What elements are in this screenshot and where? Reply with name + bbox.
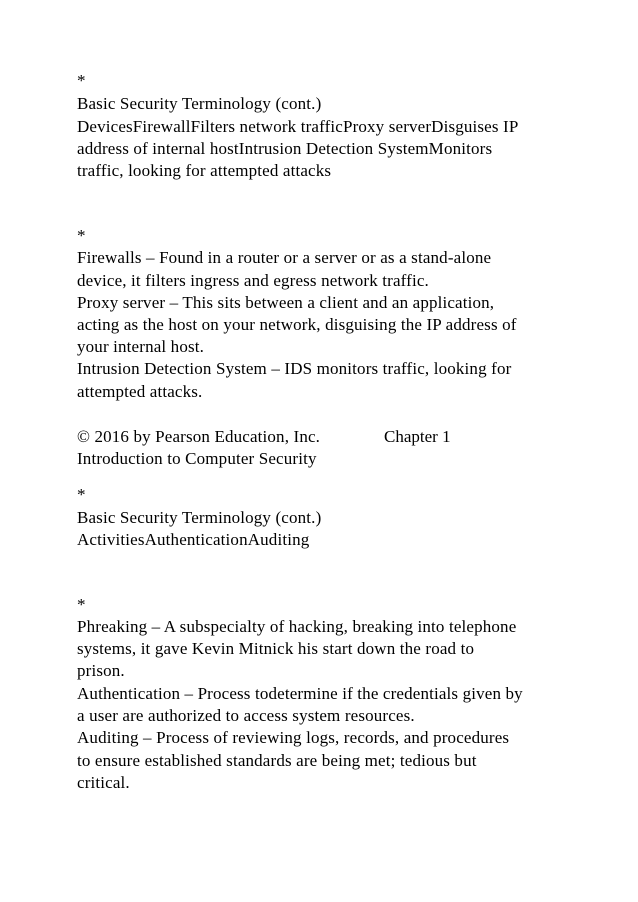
slide-marker: * (77, 595, 86, 614)
slide-marker: * (77, 71, 86, 90)
text-line: attempted attacks. (77, 382, 203, 401)
footer-copyright: © 2016 by Pearson Education, Inc. (77, 427, 321, 446)
footer-course: Introduction to Computer Security (77, 449, 317, 468)
text-line: traffic, looking for attempted attacks (77, 161, 332, 180)
text-line: device, it filters ingress and egress network traffic. (77, 271, 429, 290)
text-line: Authentication – Process todetermine if the credentials given by (77, 684, 523, 703)
slide-title: Basic Security Terminology (cont.) (77, 508, 322, 527)
text-line: acting as the host on your network, disguising the IP address of (77, 315, 517, 334)
text-line: ActivitiesAuthenticationAuditing (77, 530, 310, 549)
text-line: Intrusion Detection System – IDS monitors traffic, looking for (77, 359, 512, 378)
text-line: address of internal hostIntrusion Detection SystemMonitors (77, 139, 493, 158)
text-line: Proxy server – This sits between a client and an application, (77, 293, 495, 312)
text-line: Auditing – Process of reviewing logs, records, and procedures (77, 728, 510, 747)
slide-title: Basic Security Terminology (cont.) (77, 94, 322, 113)
text-line: DevicesFirewallFilters network trafficProxy serverDisguises IP (77, 117, 519, 136)
text-line: prison. (77, 661, 125, 680)
text-line: Phreaking – A subspecialty of hacking, breaking into telephone (77, 617, 517, 636)
text-line: to ensure established standards are being met; tedious but (77, 751, 477, 770)
text-line: critical. (77, 773, 130, 792)
text-line: your internal host. (77, 337, 205, 356)
text-line: systems, it gave Kevin Mitnick his start down the road to (77, 639, 475, 658)
text-line: a user are authorized to access system resources. (77, 706, 415, 725)
text-line: Firewalls – Found in a router or a server or as a stand-alone (77, 248, 492, 267)
slide-marker: * (77, 485, 86, 504)
footer-chapter: Chapter 1 (384, 427, 451, 446)
slide-marker: * (77, 226, 86, 245)
